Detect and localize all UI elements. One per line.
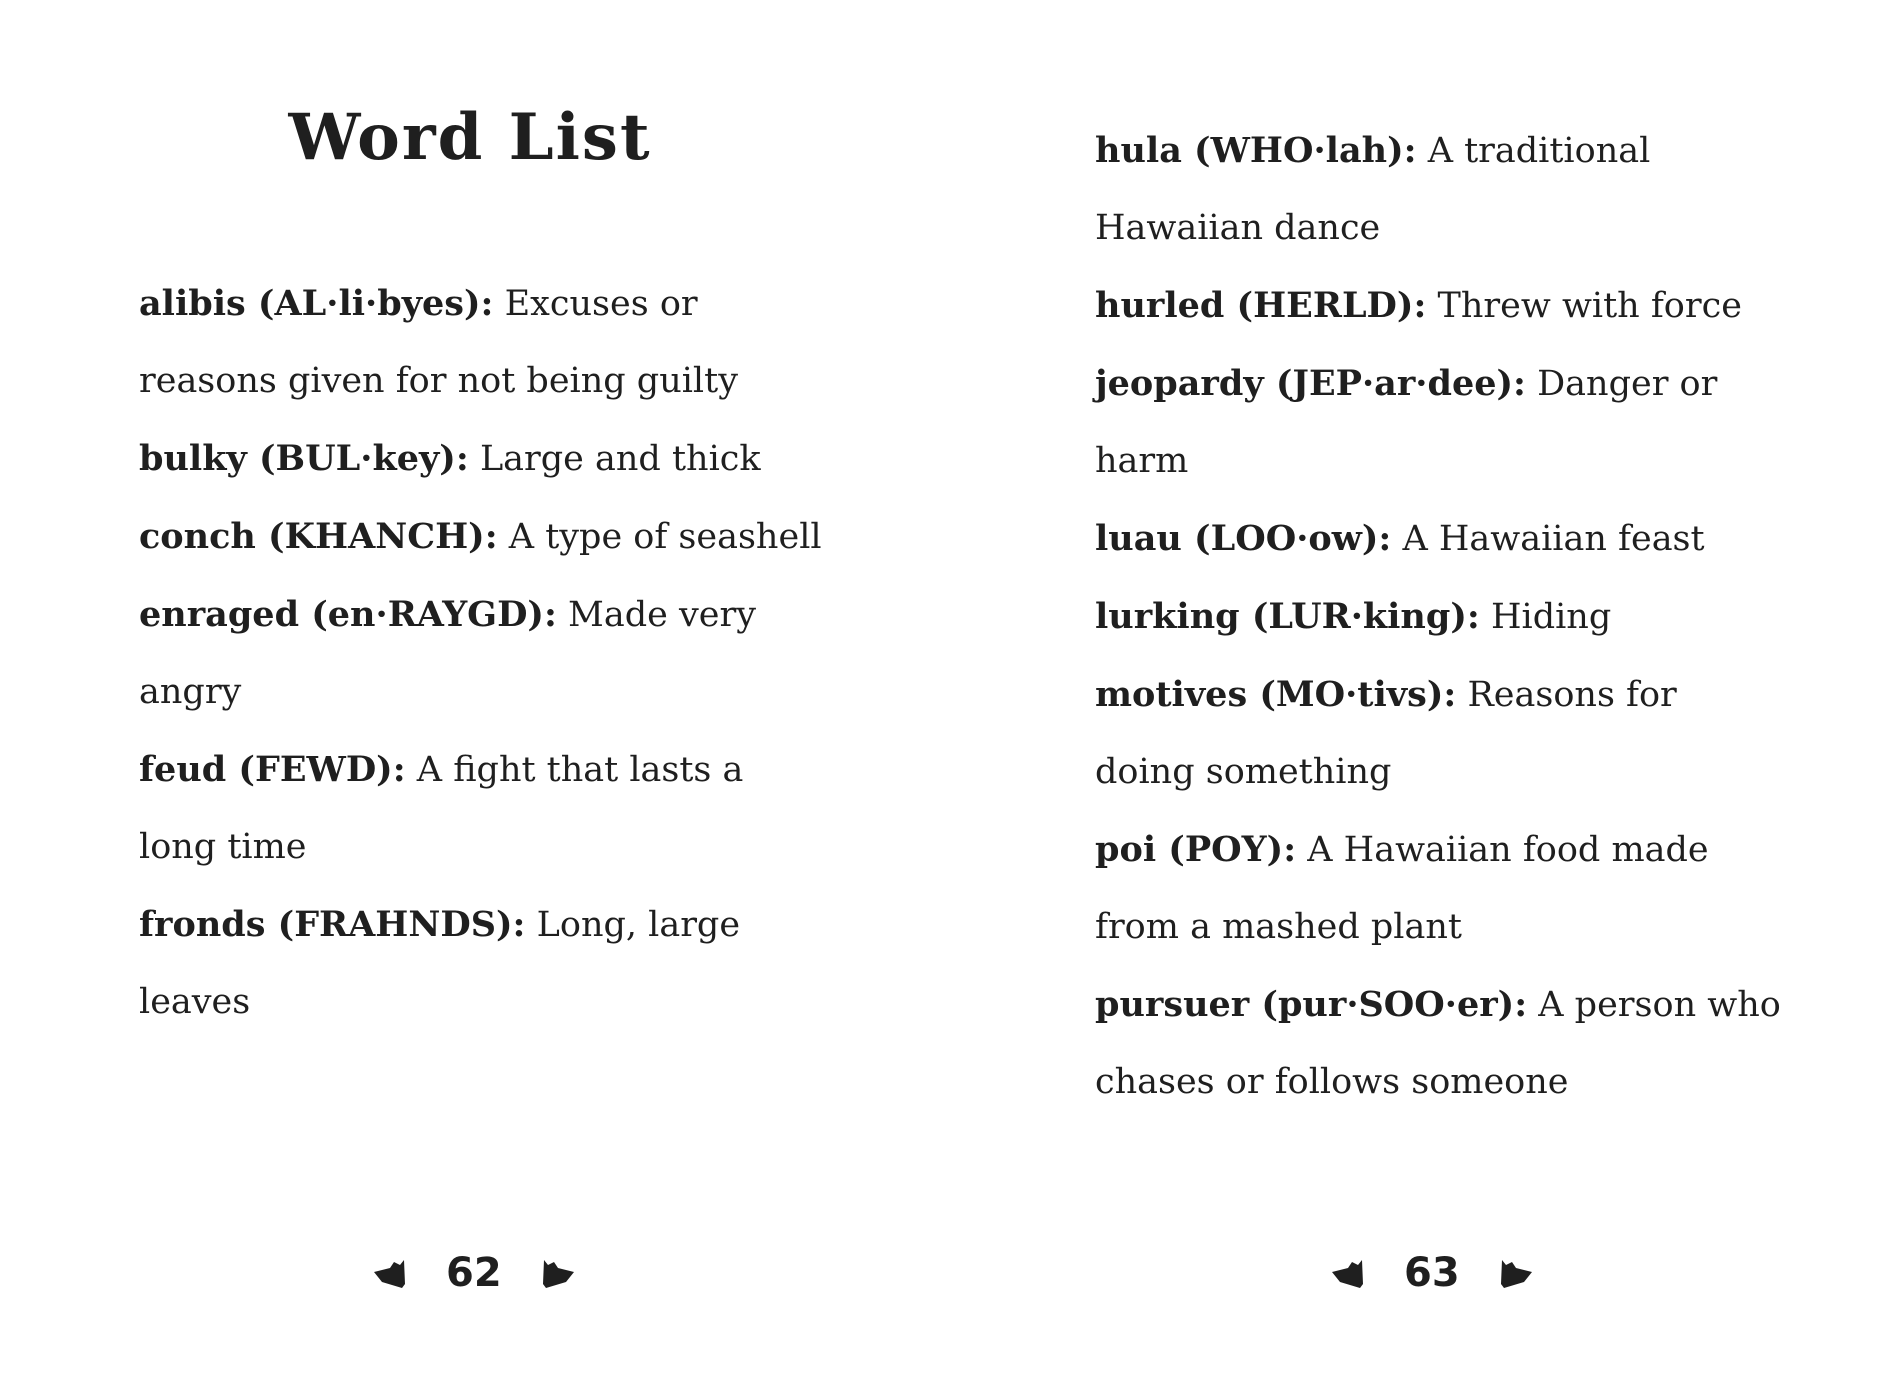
glossary-entry: [1095, 811, 1785, 966]
entry-definition: A Hawaiian feast: [1402, 519, 1705, 559]
page-title: Word List: [288, 100, 652, 175]
entry-definition: Long, large leaves: [139, 905, 741, 1022]
entry-definition: Threw with force: [1437, 286, 1742, 326]
glossary-entry: [139, 731, 829, 886]
entry-term: feud (FEWD):: [139, 749, 406, 790]
page-number: 62: [446, 1250, 502, 1296]
cat-head-icon: [372, 1256, 406, 1290]
entry-definition: Danger or harm: [1095, 364, 1718, 481]
glossary-entry: [1095, 966, 1785, 1121]
entry-term: fronds (FRAHNDS):: [139, 904, 526, 945]
glossary-entry: [1095, 345, 1785, 500]
page-number: 63: [1404, 1250, 1460, 1296]
entry-definition: A Hawaiian food made from a mashed plant: [1095, 830, 1709, 947]
glossary-entry: [1095, 656, 1785, 811]
entry-term: poi (POY):: [1095, 829, 1297, 870]
entry-definition: Made very angry: [139, 595, 756, 712]
entry-definition: Reasons for doing something: [1095, 675, 1677, 792]
glossary-entry: [139, 265, 829, 420]
glossary-entry: [139, 886, 829, 1041]
entry-term: jeopardy (JEP·ar·dee):: [1095, 363, 1526, 404]
page-number-right: [1330, 1250, 1534, 1296]
glossary-entry: [139, 420, 829, 498]
entry-term: conch (KHANCH):: [139, 516, 498, 557]
entry-definition: Hiding: [1490, 597, 1612, 637]
entry-term: alibis (AL·li·byes):: [139, 283, 494, 324]
entry-term: pursuer (pur·SOO·er):: [1095, 984, 1528, 1025]
glossary-entry: [1095, 500, 1785, 578]
entry-term: motives (MO·tivs):: [1095, 674, 1457, 715]
cat-head-icon: [1500, 1256, 1534, 1290]
entry-definition: A fight that lasts a long time: [139, 750, 744, 867]
entry-term: hula (WHO·lah):: [1095, 130, 1417, 171]
entry-term: luau (LOO·ow):: [1095, 518, 1392, 559]
entry-definition: Large and thick: [479, 439, 761, 479]
entry-definition: A traditional Hawaiian dance: [1095, 131, 1651, 248]
glossary-entry: [139, 576, 829, 731]
entry-definition: Excuses or reasons given for not being guilty: [139, 284, 738, 401]
entry-term: lurking (LUR·king):: [1095, 596, 1480, 637]
glossary-entry: [1095, 112, 1785, 267]
entry-definition: A person who chases or follows someone: [1095, 985, 1781, 1102]
cat-head-icon: [1330, 1256, 1364, 1290]
cat-head-icon: [542, 1256, 576, 1290]
page-number-left: [372, 1250, 576, 1296]
entry-term: enraged (en·RAYGD):: [139, 594, 557, 635]
word-list-right-column: [1095, 112, 1785, 1121]
entry-term: bulky (BUL·key):: [139, 438, 469, 479]
entry-term: hurled (HERLD):: [1095, 285, 1427, 326]
glossary-entry: [1095, 267, 1785, 345]
word-list-left-column: [139, 265, 829, 1041]
glossary-entry: [139, 498, 829, 576]
entry-definition: A type of seashell: [508, 517, 822, 557]
glossary-entry: [1095, 578, 1785, 656]
